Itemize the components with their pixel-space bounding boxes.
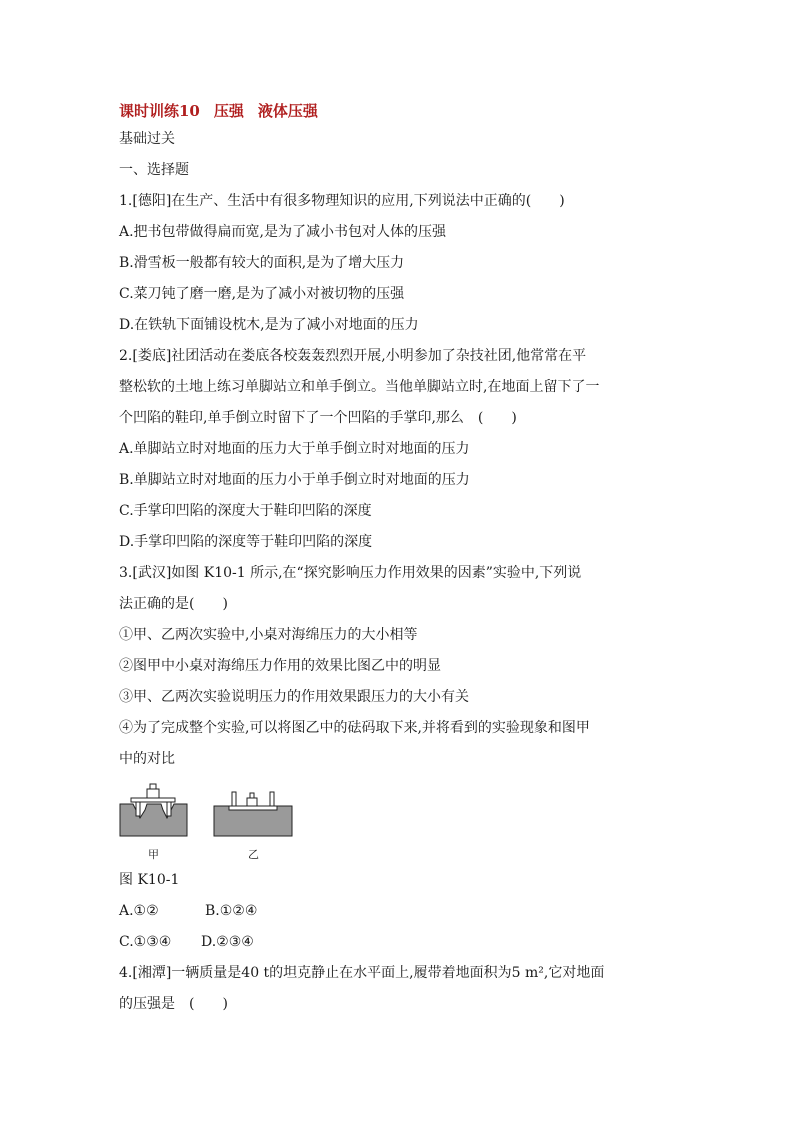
question-2-option-c: C.手掌印凹陷的深度大于鞋印凹陷的深度	[119, 503, 372, 519]
question-3-options-row-2	[119, 932, 679, 952]
experiment-figure	[119, 780, 679, 862]
figure-caption: 图 K10-1	[119, 872, 180, 888]
subsection-heading: 一、选择题	[119, 162, 189, 178]
question-2-stem-line-2: 整松软的土地上练习单脚站立和单手倒立。当他单脚站立时,在地面上留下了一	[119, 379, 600, 395]
question-1-option-c: C.菜刀钝了磨一磨,是为了减小对被切物的压强	[119, 286, 405, 302]
figure-label-yi: 乙	[248, 848, 259, 861]
question-2-stem-line-1: 2.[娄底]社团活动在娄底各校轰轰烈烈开展,小明参加了杂技社团,他常常在平	[119, 348, 587, 364]
section-heading: 基础过关	[119, 131, 175, 147]
question-2-option-b: B.单脚站立时对地面的压力小于单手倒立时对地面的压力	[119, 472, 470, 488]
question-3-statement-3: ③甲、乙两次实验说明压力的作用效果跟压力的大小有关	[119, 689, 469, 705]
question-2-stem-line-3: 个凹陷的鞋印,单手倒立时留下了一个凹陷的手掌印,那么 ( )	[119, 410, 517, 426]
question-3-option-a: A.①②	[119, 903, 159, 919]
question-3-statement-2: ②图甲中小桌对海绵压力作用的效果比图乙中的明显	[119, 658, 441, 674]
question-3-statement-1: ①甲、乙两次实验中,小桌对海绵压力的大小相等	[119, 627, 418, 643]
question-1-option-a: A.把书包带做得扁而宽,是为了减小书包对人体的压强	[119, 224, 447, 240]
figure-jia-illustration	[120, 784, 187, 836]
figure-label-jia: 甲	[148, 848, 159, 861]
question-3-statement-4-line-1: ④为了完成整个实验,可以将图乙中的砝码取下来,并将看到的实验现象和图甲	[119, 720, 590, 736]
document-page	[119, 98, 679, 1025]
question-4-stem-line-2: 的压强是 ( )	[119, 996, 228, 1012]
question-3-stem-line-2: 法正确的是( )	[119, 596, 228, 612]
question-3-statement-4-line-2: 中的对比	[119, 751, 175, 767]
question-1-stem: 1.[德阳]在生产、生活中有很多物理知识的应用,下列说法中正确的( )	[119, 193, 565, 209]
question-1-option-d: D.在铁轨下面铺设枕木,是为了减小对地面的压力	[119, 317, 419, 333]
lesson-title-number: 课时训练10	[119, 102, 200, 120]
figure-yi-illustration	[214, 792, 292, 836]
sponge-table-diagram	[119, 780, 299, 846]
question-1-option-b: B.滑雪板一般都有较大的面积,是为了增大压力	[119, 255, 405, 271]
question-2-option-a: A.单脚站立时对地面的压力大于单手倒立时对地面的压力	[119, 441, 470, 457]
lesson-title-topic2: 液体压强	[257, 102, 318, 120]
question-3-options-row-1	[119, 901, 679, 921]
question-3-stem-line-1: 3.[武汉]如图 K10-1 所示,在“探究影响压力作用效果的因素”实验中,下列说	[119, 565, 582, 581]
question-2-option-d: D.手掌印凹陷的深度等于鞋印凹陷的深度	[119, 534, 373, 550]
question-3-option-c: C.①③④	[119, 934, 172, 950]
question-3-option-d: D.②③④	[201, 934, 254, 950]
lesson-title	[119, 98, 679, 124]
lesson-title-topic1: 压强	[213, 102, 244, 120]
question-3-option-b: B.①②④	[205, 903, 258, 919]
question-4-stem-line-1: 4.[湘潭]一辆质量是40 t的坦克静止在水平面上,履带着地面积为5 m²,它对地面	[119, 965, 605, 981]
